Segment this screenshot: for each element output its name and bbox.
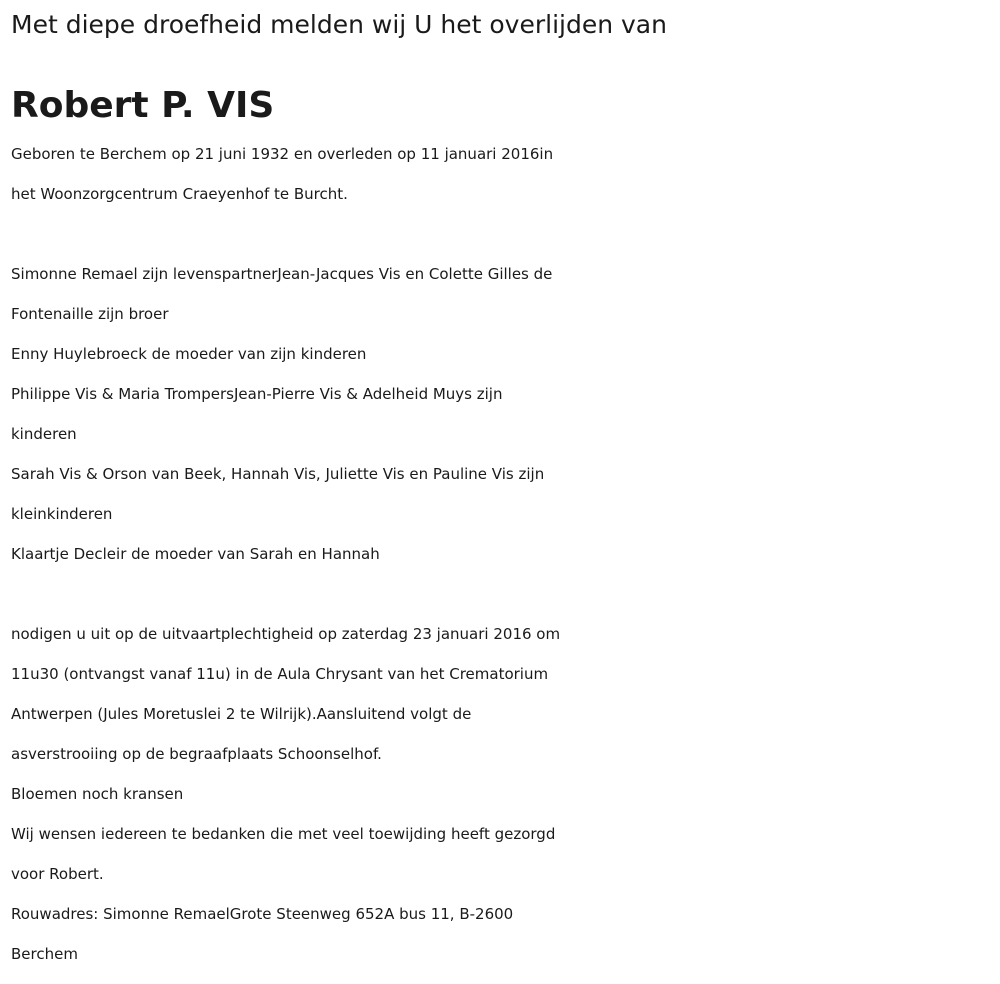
deceased-name: Robert P. VIS	[11, 85, 275, 126]
text-line: Sarah Vis & Orson van Beek, Hannah Vis, Juliette Vis en Pauline Vis zijn	[11, 465, 545, 483]
text-line: kinderen	[11, 425, 77, 443]
text-line: Simonne Remael zijn levenspartnerJean-Jacques Vis en Colette Gilles de	[11, 265, 553, 283]
text-line: Bloemen noch kransen	[11, 785, 184, 803]
text-line: Philippe Vis & Maria TrompersJean-Pierre Vis & Adelheid Muys zijn	[11, 385, 503, 403]
intro-text: Met diepe droefheid melden wij U het overlijden van	[11, 10, 667, 39]
text-line: kleinkinderen	[11, 505, 113, 523]
birth-death-section	[11, 134, 991, 214]
notice-body	[11, 134, 991, 974]
text-line: Fontenaille zijn broer	[11, 305, 169, 323]
text-line: Antwerpen (Jules Moretuslei 2 te Wilrijk).Aansluitend volgt de	[11, 705, 472, 723]
text-line: 11u30 (ontvangst vanaf 11u) in de Aula Chrysant van het Crematorium	[11, 665, 549, 683]
text-line: Geboren te Berchem op 21 juni 1932 en overleden op 11 januari 2016in	[11, 145, 554, 163]
spacer	[11, 214, 991, 254]
text-line: asverstrooiing op de begraafplaats Schoonselhof.	[11, 745, 382, 763]
spacer	[11, 574, 991, 614]
text-line: nodigen u uit op de uitvaartplechtigheid op zaterdag 23 januari 2016 om	[11, 625, 561, 643]
text-line: Enny Huylebroeck de moeder van zijn kinderen	[11, 345, 367, 363]
text-line: Wij wensen iedereen te bedanken die met veel toewijding heeft gezorgd	[11, 825, 556, 843]
ceremony-section	[11, 614, 991, 974]
text-line: het Woonzorgcentrum Craeyenhof te Burcht.	[11, 185, 348, 203]
text-line: Rouwadres: Simonne RemaelGrote Steenweg 652A bus 11, B-2600	[11, 905, 514, 923]
family-section	[11, 254, 991, 574]
text-line: Klaartje Decleir de moeder van Sarah en Hannah	[11, 545, 380, 563]
text-line: voor Robert.	[11, 865, 104, 883]
text-line: Berchem	[11, 945, 78, 963]
